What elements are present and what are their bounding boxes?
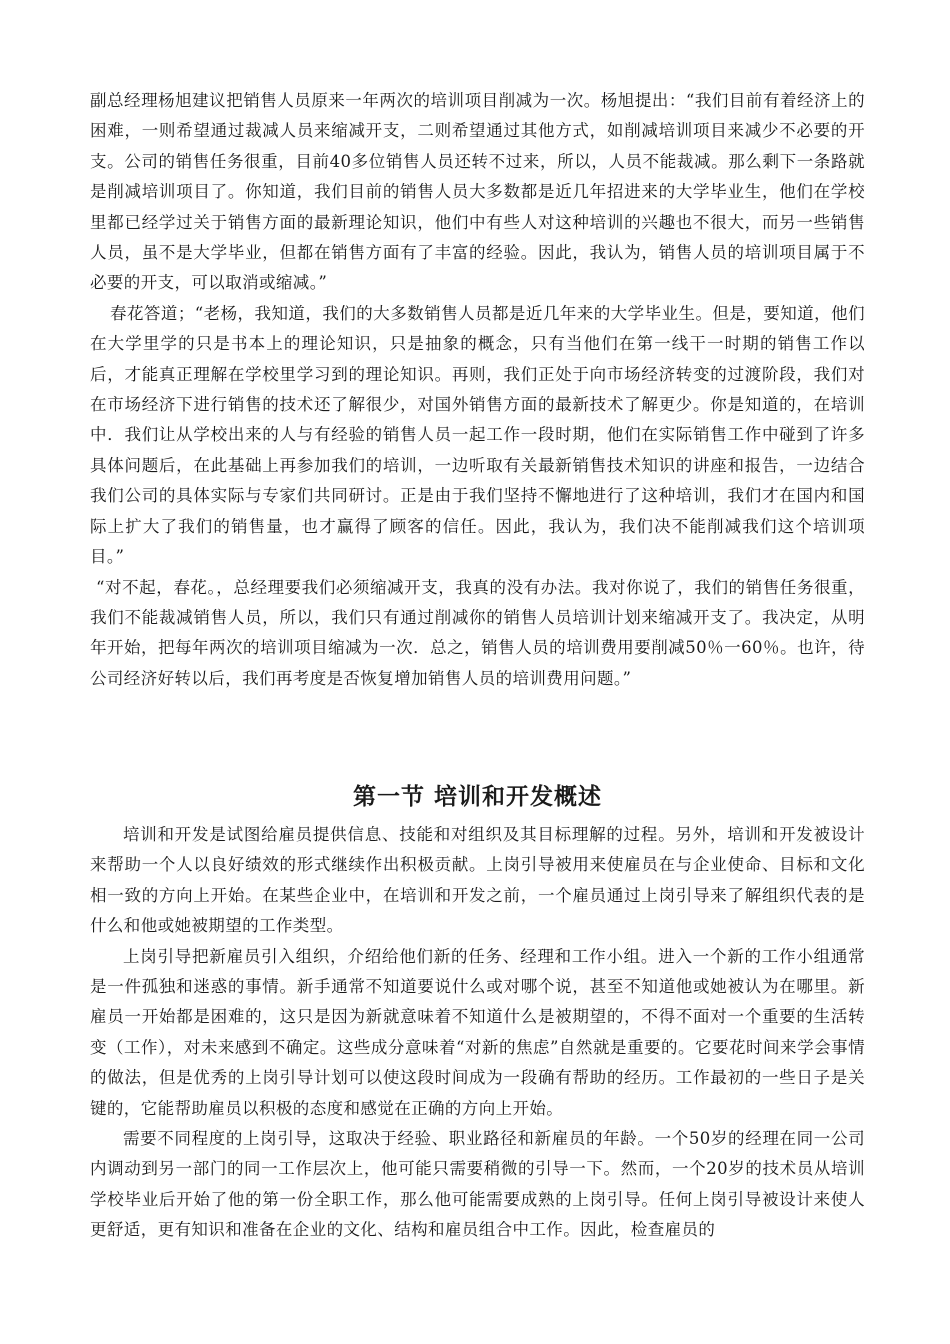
section-paragraph-3: 需要不同程度的上岗引导，这取决于经验、职业路径和新雇员的年龄。一个50岁的经理在同一公司内调动到另一部门的同一工作层次上，他可能只需要稍微的引导一下。然而，一个20岁的技术员从培训学校毕业后开始了他的第一份全职工作，那么他可能需要成熟的上岗引导。任何上岗引导被设计来使人更舒适，更有知识和准备在企业的文化、结构和雇员组合中工作。因此，检查雇员的 (90, 1129, 865, 1240)
section-paragraph-2: 上岗引导把新雇员引入组织，介绍给他们新的任务、经理和工作小组。进入一个新的工作小组通常是一件孤独和迷惑的事情。新手通常不知道要说什么或对哪个说，甚至不知道他或她被认为在哪里。新雇员一开始都是困难的，这只是因为新就意味着不知道什么是被期望的，不得不面对一个重要的生活转变（工作），对未来感到不确定。这些成分意味着“对新的焦虑”自然就是重要的。它要花时间来学会事情的做法，但是优秀的上岗引导计划可以使这段时间成为一段确有帮助的经历。工作最初的一些日子是关键的，它能帮助雇员以积极的态度和感觉在正确的方向上开始。 (90, 946, 865, 1118)
case-paragraph-1: 副总经理杨旭建议把销售人员原来一年两次的培训项目削减为一次。杨旭提出：“我们目前有着经济上的困难，一则希望通过裁减人员来缩减开支，二则希望通过其他方式，如削减培训项目来减少不必要的开支。公司的销售任务很重，目前40多位销售人员还转不过来，所以，人员不能裁减。那么剩下一条路就是削减培训项目了。你知道，我们目前的销售人员大多数都是近几年招进来的大学毕业生，他们在学校里都已经学过关于销售方面的最新理论知识，他们中有些人对这种培训的兴趣也不很大，而另一些销售人员，虽不是大学毕业，但都在销售方面有了丰富的经验。因此，我认为，销售人员的培训项目属于不必要的开支，可以取消或缩减。” (90, 91, 865, 293)
section-body (90, 820, 865, 1246)
section-paragraph-1: 培训和开发是试图给雇员提供信息、技能和对组织及其目标理解的过程。另外，培训和开发被设计来帮助一个人以良好绩效的形式继续作出积极贡献。上岗引导被用来使雇员在与企业使命、目标和文化相一致的方向上开始。在某些企业中，在培训和开发之前，一个雇员通过上岗引导来了解组织代表的是什么和他或她被期望的工作类型。 (90, 825, 865, 936)
section-heading: 第一节 培训和开发概述 (352, 784, 602, 810)
case-paragraph-2: 春花答道；“老杨，我知道，我们的大多数销售人员都是近几年来的大学毕业生。但是，要知道，他们在大学里学的只是书本上的理论知识，只是抽象的概念，只有当他们在第一线干一时期的销售工作以后，才能真正理解在学校里学习到的理论知识。再则，我们正处于向市场经济转变的过渡阶段，我们对在市场经济下进行销售的技术还了解很少，对国外销售方面的最新技术了解更少。你是知道的，在培训中．我们让从学校出来的人与有经验的销售人员一起工作一段时期，他们在实际销售工作中碰到了许多具体问题后，在此基础上再参加我们的培训，一边听取有关最新销售技术知识的讲座和报告，一边结合我们公司的具体实际与专家们共同研讨。正是由于我们坚持不懈地进行了这种培训，我们才在国内和国际上扩大了我们的销售量，也才赢得了顾客的信任。因此，我认为，我们决不能削减我们这个培训项目。” (90, 303, 865, 567)
case-dialogue (90, 86, 865, 694)
case-paragraph-3: “对不起，春花。，总经理要我们必须缩减开支，我真的没有办法。我对你说了，我们的销售任务很重，我们不能裁减销售人员，所以，我们只有通过削减你的销售人员培训计划来缩减开支了。我决定，从明年开始，把每年两次的培训项目缩减为一次．总之，销售人员的培训费用要削减50％一60％。也许，待公司经济好转以后，我们再考度是否恢复增加销售人员的培训费用问题。” (90, 577, 865, 688)
